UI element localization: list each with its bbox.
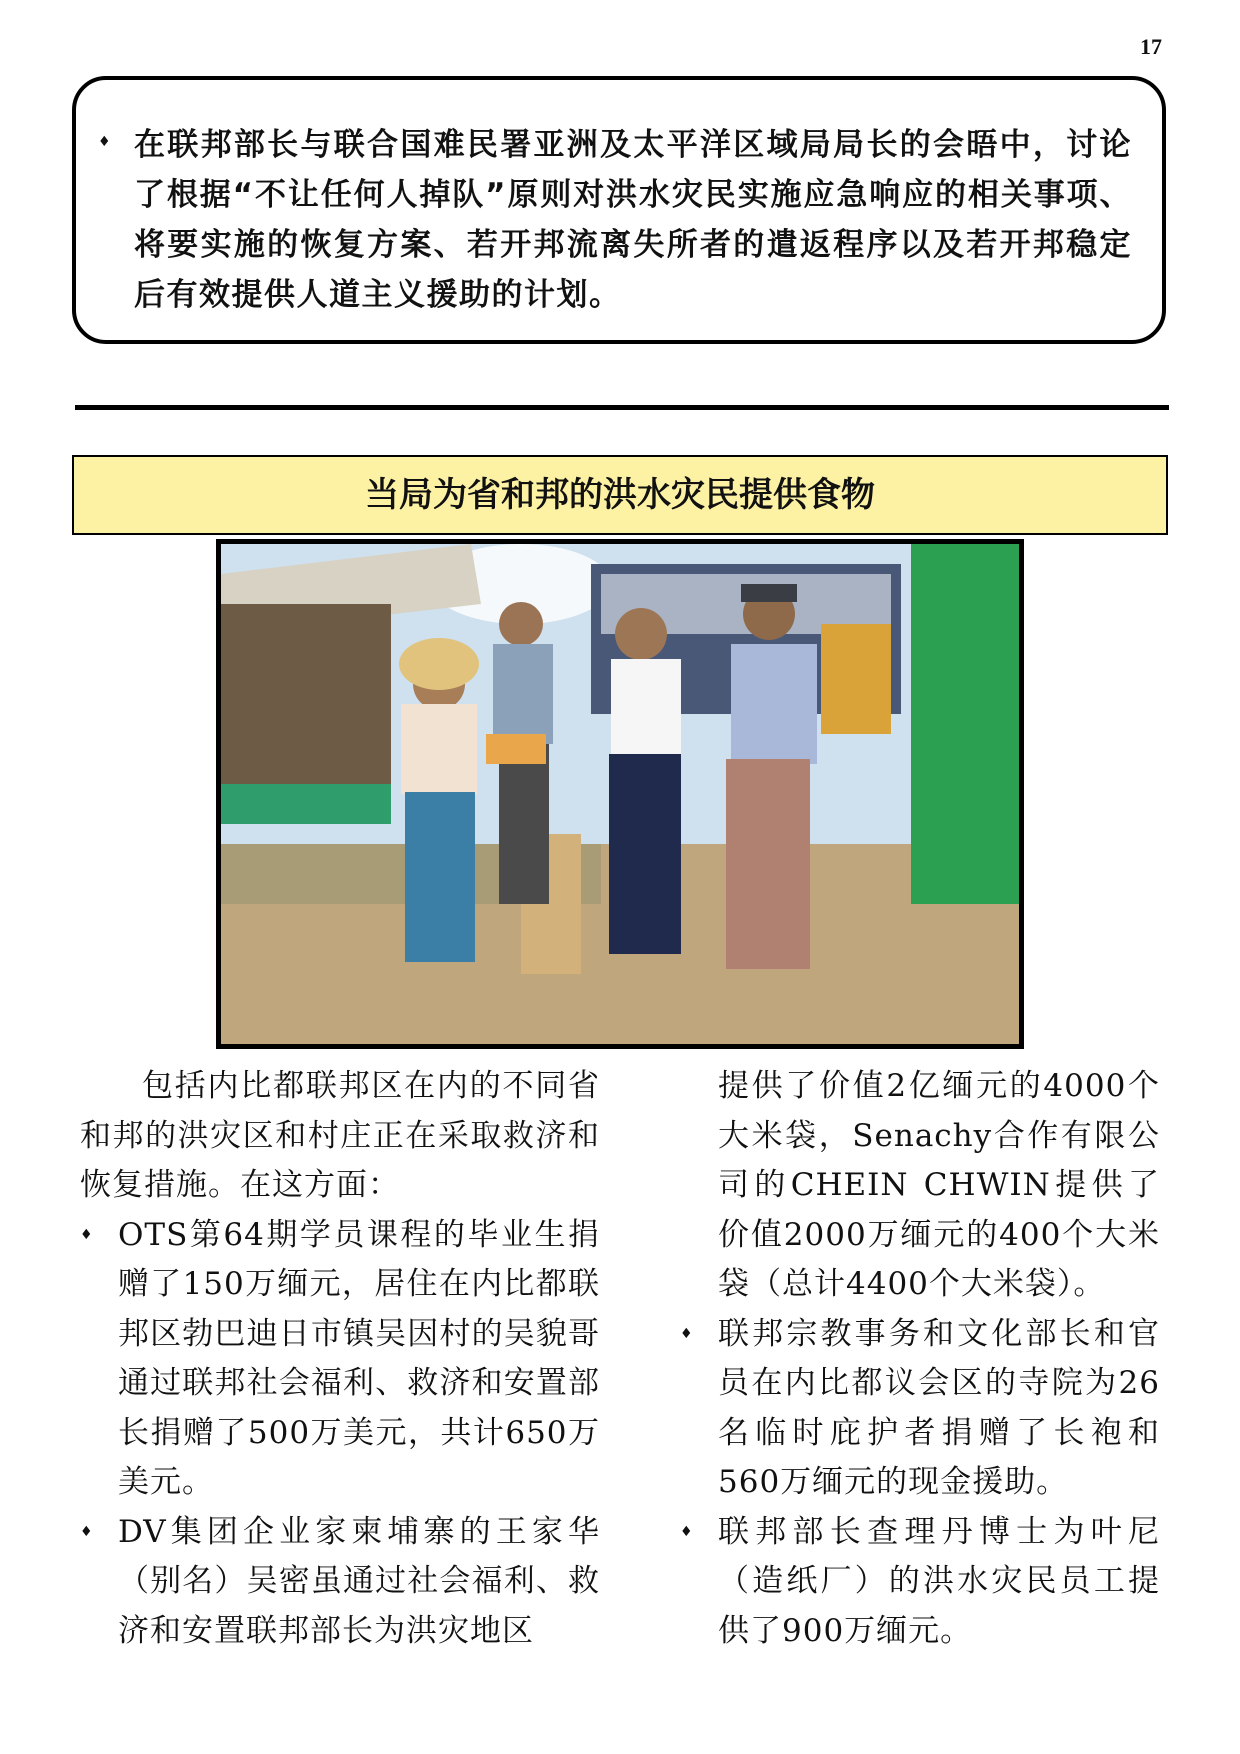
diamond-bullet-icon: ♦ xyxy=(80,1523,94,1540)
diamond-bullet-icon: ♦ xyxy=(80,1226,94,1243)
list-item xyxy=(680,1310,1160,1508)
section-divider xyxy=(75,405,1169,410)
section-headline: 当局为省和邦的洪水灾民提供食物 xyxy=(72,455,1168,535)
list-item xyxy=(80,1211,600,1508)
list-item-text: 联邦宗教事务和文化部长和官员在内比都议会区的寺院为26名临时庇护者捐赠了长袍和560万缅元的现金援助。 xyxy=(718,1315,1160,1500)
list-item-continued xyxy=(680,1062,1160,1310)
list-item-text: 联邦部长查理丹博士为叶尼（造纸厂）的洪水灾民员工提供了900万缅元。 xyxy=(718,1513,1160,1649)
list-item-text: DV集团企业家柬埔寨的王家华（别名）吴密虽通过社会福利、救济和安置联邦部长为洪灾地区 xyxy=(118,1513,600,1649)
diamond-bullet-icon: ♦ xyxy=(98,134,111,150)
intro-paragraph: 包括内比都联邦区在内的不同省和邦的洪灾区和村庄正在采取救济和恢复措施。在这方面： xyxy=(80,1068,600,1203)
list-item-text: 提供了价值2亿缅元的4000个大米袋，Senachy合作有限公司的CHEIN CHWIN提供了价值2000万缅元的400个大米袋（总计4400个大米袋）。 xyxy=(718,1068,1160,1302)
diamond-bullet-icon: ♦ xyxy=(680,1523,694,1540)
list-item-text: OTS第64期学员课程的毕业生捐赠了150万缅元，居住在内比都联邦区勃巴迪日市镇吴因村的吴貌哥通过联邦社会福利、救济和安置部长捐赠了500万美元，共计650万美元。 xyxy=(118,1216,600,1500)
list-item xyxy=(80,1508,600,1657)
highlight-box xyxy=(72,76,1166,344)
left-column xyxy=(80,1062,600,1656)
list-item xyxy=(680,1508,1160,1657)
diamond-bullet-icon: ♦ xyxy=(680,1325,694,1342)
food-distribution-photo xyxy=(221,544,1019,1044)
right-column xyxy=(680,1062,1160,1656)
page-number: 17 xyxy=(1140,34,1162,59)
highlight-box-text: 在联邦部长与联合国难民署亚洲及太平洋区域局局长的会晤中，讨论了根据“不让任何人掉队”原则对洪水灾民实施应急响应的相关事项、将要实施的恢复方案、若开邦流离失所者的遣返程序以及若开邦稳定后有效提供人道主义援助的计划。 xyxy=(134,127,1132,313)
news-photo xyxy=(216,539,1024,1049)
